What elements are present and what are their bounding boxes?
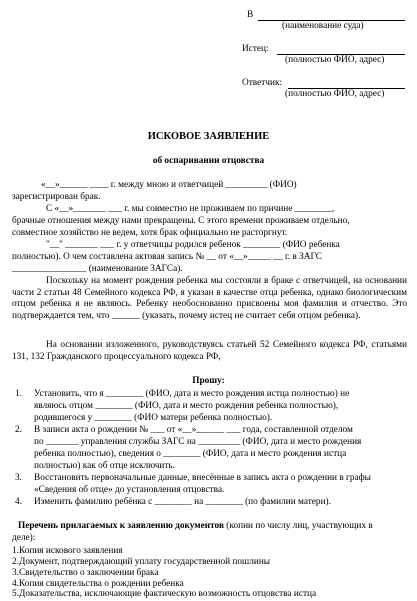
request-item-line: «Сведения об отце» до установления отцовства. (34, 485, 225, 495)
body-line-5: совместное хозяйство не ведем, хотя брак официально не расторгнут. (12, 228, 288, 238)
request-item-line: ребенка полностью), сведения о ________ (ФИО, дата и место рождения истца (34, 449, 347, 459)
defendant-label: Ответчик: (242, 78, 283, 88)
body-line-8: ________________ (наименование ЗАГСа). (12, 264, 183, 274)
attachments-heading-rest: (копии по числу лиц, участвующих в (223, 521, 373, 531)
request-item-line: являюсь отцом ________ (ФИО, дата и место рождения ребенка полностью), (34, 401, 339, 411)
plaintiff-label: Истец: (242, 44, 269, 54)
body-line-7: полностью). О чем составлена актовая запись № __ от «__»_____ __ г. в ЗАГС (12, 252, 322, 262)
attachments-heading-bold: Перечень прилагаемых к заявлению документов (18, 521, 224, 531)
court-prefix: В (247, 10, 254, 20)
request-item-number: 2. (15, 425, 22, 435)
document-subtitle: об оспаривании отцовства (152, 156, 265, 166)
request-item-line: по _______ управления службы ЗАГС на _________ (ФИО, дата и место рождения (34, 437, 362, 447)
body-line-3: С «__»_______ ___ г. мы совместно не проживаем по причине ________, (46, 204, 335, 214)
request-item-number: 1. (15, 389, 22, 399)
attachments-heading (18, 521, 373, 533)
court-line (258, 10, 405, 21)
request-item-line: полностью) как об отце исключить. (34, 461, 175, 471)
defendant-caption: (полностью ФИО, адрес) (285, 89, 385, 99)
request-item-line: Установить, что я ________ (ФИО, дата и место рождения истца полностью) не (34, 389, 350, 399)
body-paragraph-3: На основании изложенного, руководствуясь статьей 52 Семейного кодекса РФ, статьями 131, 132 Гражданского процессуального кодекса РФ, (12, 340, 407, 362)
attachment-item: 5.Доказательства, исключающие фактическую возможность отцовства истца (12, 589, 317, 599)
body-line-6: "__" _______ ___ г. у ответчицы родился ребенок ________ (ФИО ребенка (46, 240, 340, 250)
body-line-4: брачные отношения между нами прекращены. С этого времени проживаем отдельно, (12, 216, 350, 226)
attachment-item: 1.Копия искового заявления (12, 546, 123, 556)
request-item-number: 4. (15, 497, 22, 507)
document-title: ИСКОВОЕ ЗАЯВЛЕНИЕ (147, 131, 270, 142)
body-paragraph-2: Поскольку на момент рождения ребенка мы состояли в браке с ответчицей, на основании части 2 статьи 48 Семейного кодекса РФ, я указан в качестве отца ребенка, однако биологическим отцом ребенка я не являюсь. Ребенку необоснованно присвоены моя фамилия и отчество. Это подтверждается тем, что ______ (указать, почему истец не считает себя отцом ребенка). (12, 276, 407, 321)
body-line-2: зарегистрирован брак. (12, 192, 101, 202)
plaintiff-line (277, 44, 405, 55)
attachments-heading-line2: деле): (12, 533, 36, 543)
attachment-item: 3.Свидетельство о заключении брака (12, 568, 159, 578)
request-heading: Прошу: (192, 376, 225, 386)
attachment-item: 2.Документ, подтверждающий уплату государственной пошлины (12, 557, 271, 567)
plaintiff-caption: (полностью ФИО, адрес) (285, 55, 385, 65)
request-item-line: родившегося у ________ (ФИО матери ребенка полностью). (34, 413, 273, 423)
attachment-item: 4.Копия свидетельства о рождении ребенка (12, 579, 184, 589)
body-line-1: «__»______ ____ г. между мною и ответчицей _________ (ФИО) (41, 180, 297, 190)
request-item-number: 3. (15, 473, 22, 483)
request-item-line: Изменить фамилию ребёнка с ________ на ________ (по фамилии матери). (34, 497, 331, 507)
request-item-line: Восстановить первоначальные данные, внесённые в запись акта о рождении в графы (34, 473, 371, 483)
court-caption: (наименование суда) (282, 21, 364, 31)
defendant-line (288, 78, 405, 89)
request-item-line: В записи акта о рождении № ___ от «__»______ ___ года, составленной отделом (34, 425, 353, 435)
